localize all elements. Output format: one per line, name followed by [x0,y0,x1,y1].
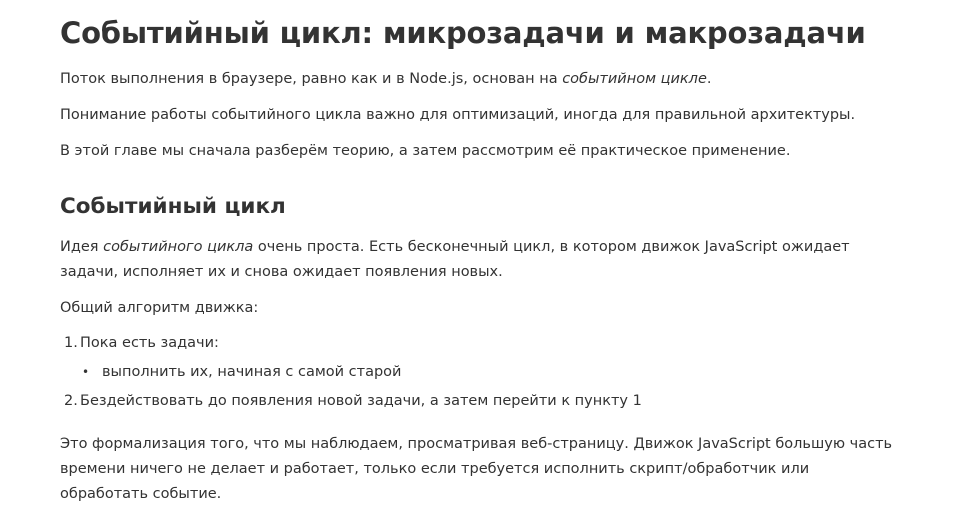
intro-paragraph [60,67,896,92]
list-item [60,331,896,385]
idea-text-before: Идея [60,239,104,255]
idea-emphasis: событийного цикла [103,239,254,255]
list-item-number: 1. [64,335,78,351]
list-item [60,389,896,414]
sub-list-item-text: выполнить их, начиная с самой старой [102,364,402,380]
formalization-paragraph: Это формализация того, что мы наблюдаем, просматривая веб-страницу. Движок JavaScript большую часть времени ничего не делает и работает, только если требуется исполнить скрипт/обработчик или обработать событие. [60,436,893,502]
intro-emphasis: событийном цикле [562,71,707,87]
paragraph-optimization: Понимание работы событийного цикла важно для оптимизаций, иногда для правильной архитектуры. [60,107,856,123]
intro-text-after: . [706,71,712,87]
bullet-icon: • [82,365,90,379]
sub-list [80,360,896,385]
page-title: Событийный цикл: микрозадачи и макрозадачи [60,16,866,50]
sub-list-item [80,360,896,385]
list-item-number: 2. [64,393,78,409]
section-idea-paragraph [60,235,896,285]
section-heading: Событийный цикл [60,194,286,219]
list-item-text: Бездействовать до появления новой задачи, а затем перейти к пункту 1 [80,393,642,409]
list-item-text: Пока есть задачи: [80,335,219,351]
paragraph-chapter-plan: В этой главе мы сначала разберём теорию, а затем рассмотрим её практическое применение. [60,143,791,159]
idea-text-after: очень проста. Есть бесконечный цикл, в котором движок JavaScript ожидает задачи, исполняет их и снова ожидает появления новых. [60,239,850,280]
algorithm-intro: Общий алгоритм движка: [60,300,259,316]
algorithm-list [60,331,896,414]
intro-text-before: Поток выполнения в браузере, равно как и в Node.js, основан на [60,71,563,87]
